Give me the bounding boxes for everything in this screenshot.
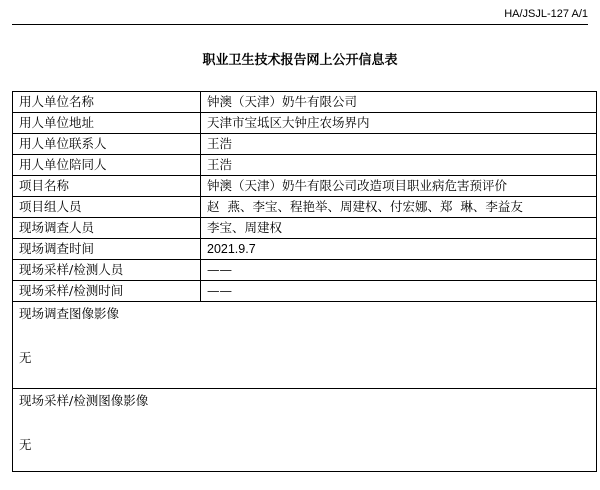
page-title: 职业卫生技术报告网上公开信息表 [202, 53, 398, 68]
document-code: HA/JSJL-127 A/1 [504, 8, 588, 20]
row-value: 王浩 [201, 134, 597, 155]
survey-images-cell [13, 302, 597, 389]
table-row [13, 176, 597, 197]
table-row [13, 155, 597, 176]
row-value: 钟澳（天津）奶牛有限公司改造项目职业病危害预评价 [201, 176, 597, 197]
block-label: 现场采样/检测图像影像 [19, 393, 149, 408]
block-value: 无 [19, 437, 32, 452]
row-value: 王浩 [201, 155, 597, 176]
row-label: 用人单位名称 [13, 92, 201, 113]
row-label: 用人单位联系人 [13, 134, 201, 155]
info-table [12, 91, 597, 472]
table-row [13, 113, 597, 134]
row-label: 用人单位陪同人 [13, 155, 201, 176]
row-value: 赵 燕、李宝、程艳举、周建权、付宏娜、郑 琳、李益友 [201, 197, 597, 218]
table-row [13, 92, 597, 113]
row-label: 现场调查时间 [13, 239, 201, 260]
row-label: 现场采样/检测时间 [13, 281, 201, 302]
table-row [13, 197, 597, 218]
row-value: —— [201, 281, 597, 302]
header-divider [12, 24, 588, 25]
row-value: 天津市宝坻区大钟庄农场界内 [201, 113, 597, 134]
sampling-images-cell [13, 389, 597, 472]
block-label: 现场调查图像影像 [19, 306, 120, 321]
row-value: 2021.9.7 [201, 239, 597, 260]
table-row [13, 302, 597, 389]
row-value: —— [201, 260, 597, 281]
table-row [13, 134, 597, 155]
table-row [13, 218, 597, 239]
row-label: 现场调查人员 [13, 218, 201, 239]
table-row [13, 239, 597, 260]
table-row [13, 281, 597, 302]
table-row [13, 389, 597, 472]
row-label: 项目名称 [13, 176, 201, 197]
table-row [13, 260, 597, 281]
row-label: 项目组人员 [13, 197, 201, 218]
row-label: 用人单位地址 [13, 113, 201, 134]
row-label: 现场采样/检测人员 [13, 260, 201, 281]
row-value: 钟澳（天津）奶牛有限公司 [201, 92, 597, 113]
row-value: 李宝、周建权 [201, 218, 597, 239]
block-value: 无 [19, 350, 32, 365]
